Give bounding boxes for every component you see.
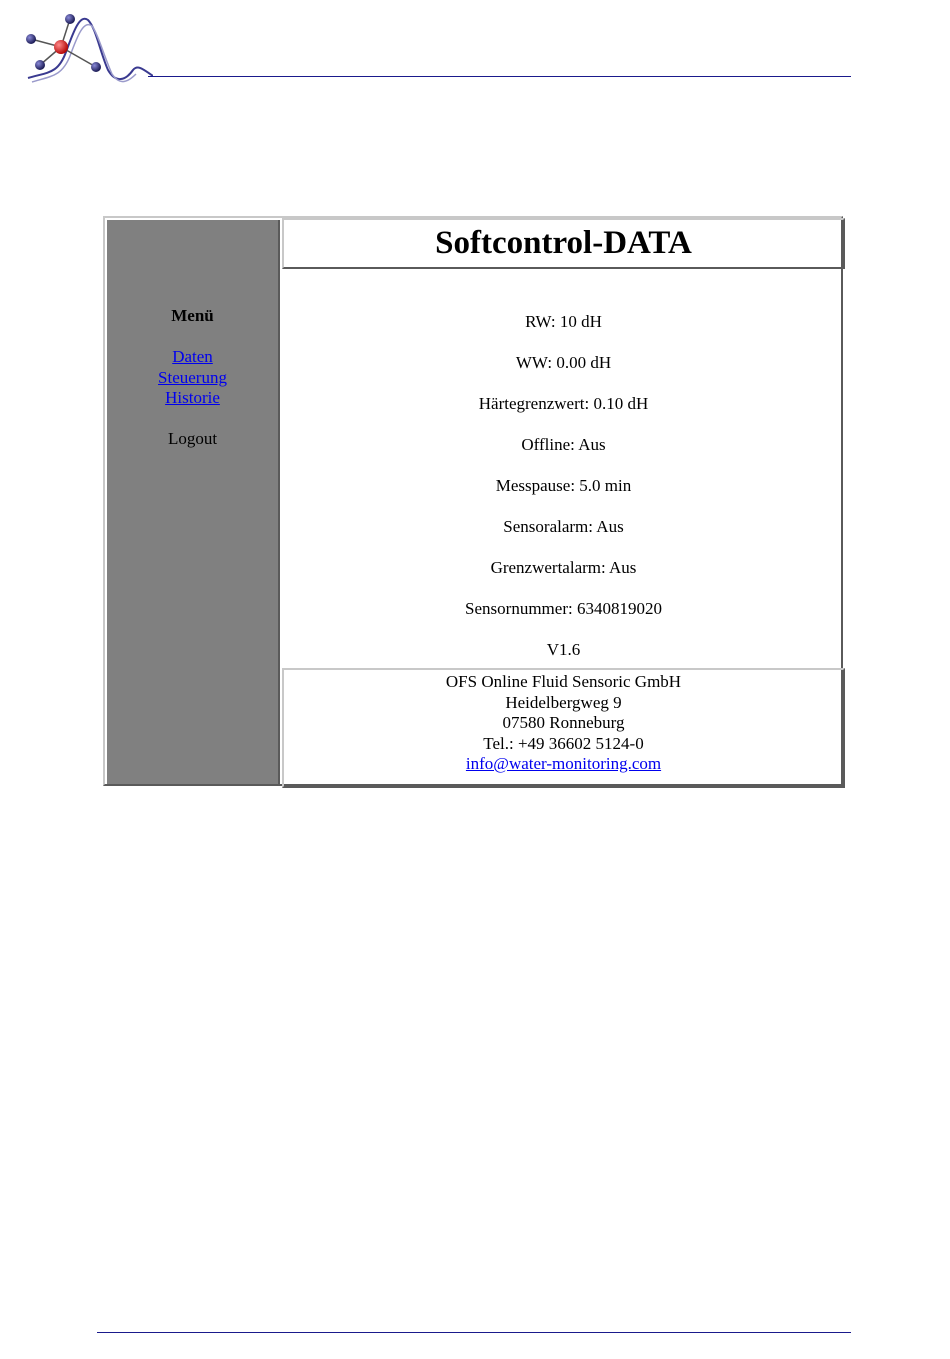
value-grenzwertalarm: Grenzwertalarm: Aus [490,558,637,577]
value-messpause: Messpause: 5.0 min [495,476,632,495]
company-footer [282,668,845,788]
sidebar-menu [107,220,280,784]
footer-rule [97,1332,851,1333]
menu-title: Menü [171,306,214,325]
page-title: Softcontrol-DATA [282,218,845,269]
status-values [282,269,845,669]
softcontrol-panel [103,216,843,786]
company-street: Heidelbergweg 9 [505,692,622,712]
value-rw: RW: 10 dH [525,312,602,331]
email-row [284,754,843,775]
menu-links [107,347,278,409]
value-sensoralarm: Sensoralarm: Aus [503,517,624,536]
menu-link-steuerung[interactable]: Steuerung [158,367,227,387]
company-city: 07580 Ronneburg [502,713,625,732]
value-sensornummer: Sensornummer: 6340819020 [465,599,662,618]
molecule-wave-logo-icon [18,12,153,88]
logout-container [107,429,278,450]
version-label: V1.6 [546,640,581,659]
header-rule [148,76,851,77]
value-ww: WW: 0.00 dH [515,353,612,372]
menu-link-daten[interactable]: Daten [172,347,213,366]
value-haertegrenzwert: Härtegrenzwert: 0.10 dH [478,394,649,413]
company-name: OFS Online Fluid Sensoric GmbH [445,672,682,691]
logout-link[interactable]: Logout [167,429,218,448]
email-link[interactable]: info@water-monitoring.com [465,754,662,773]
menu-link-historie[interactable]: Historie [165,388,220,407]
value-offline: Offline: Aus [521,435,606,454]
company-phone: Tel.: +49 36602 5124-0 [483,733,644,753]
